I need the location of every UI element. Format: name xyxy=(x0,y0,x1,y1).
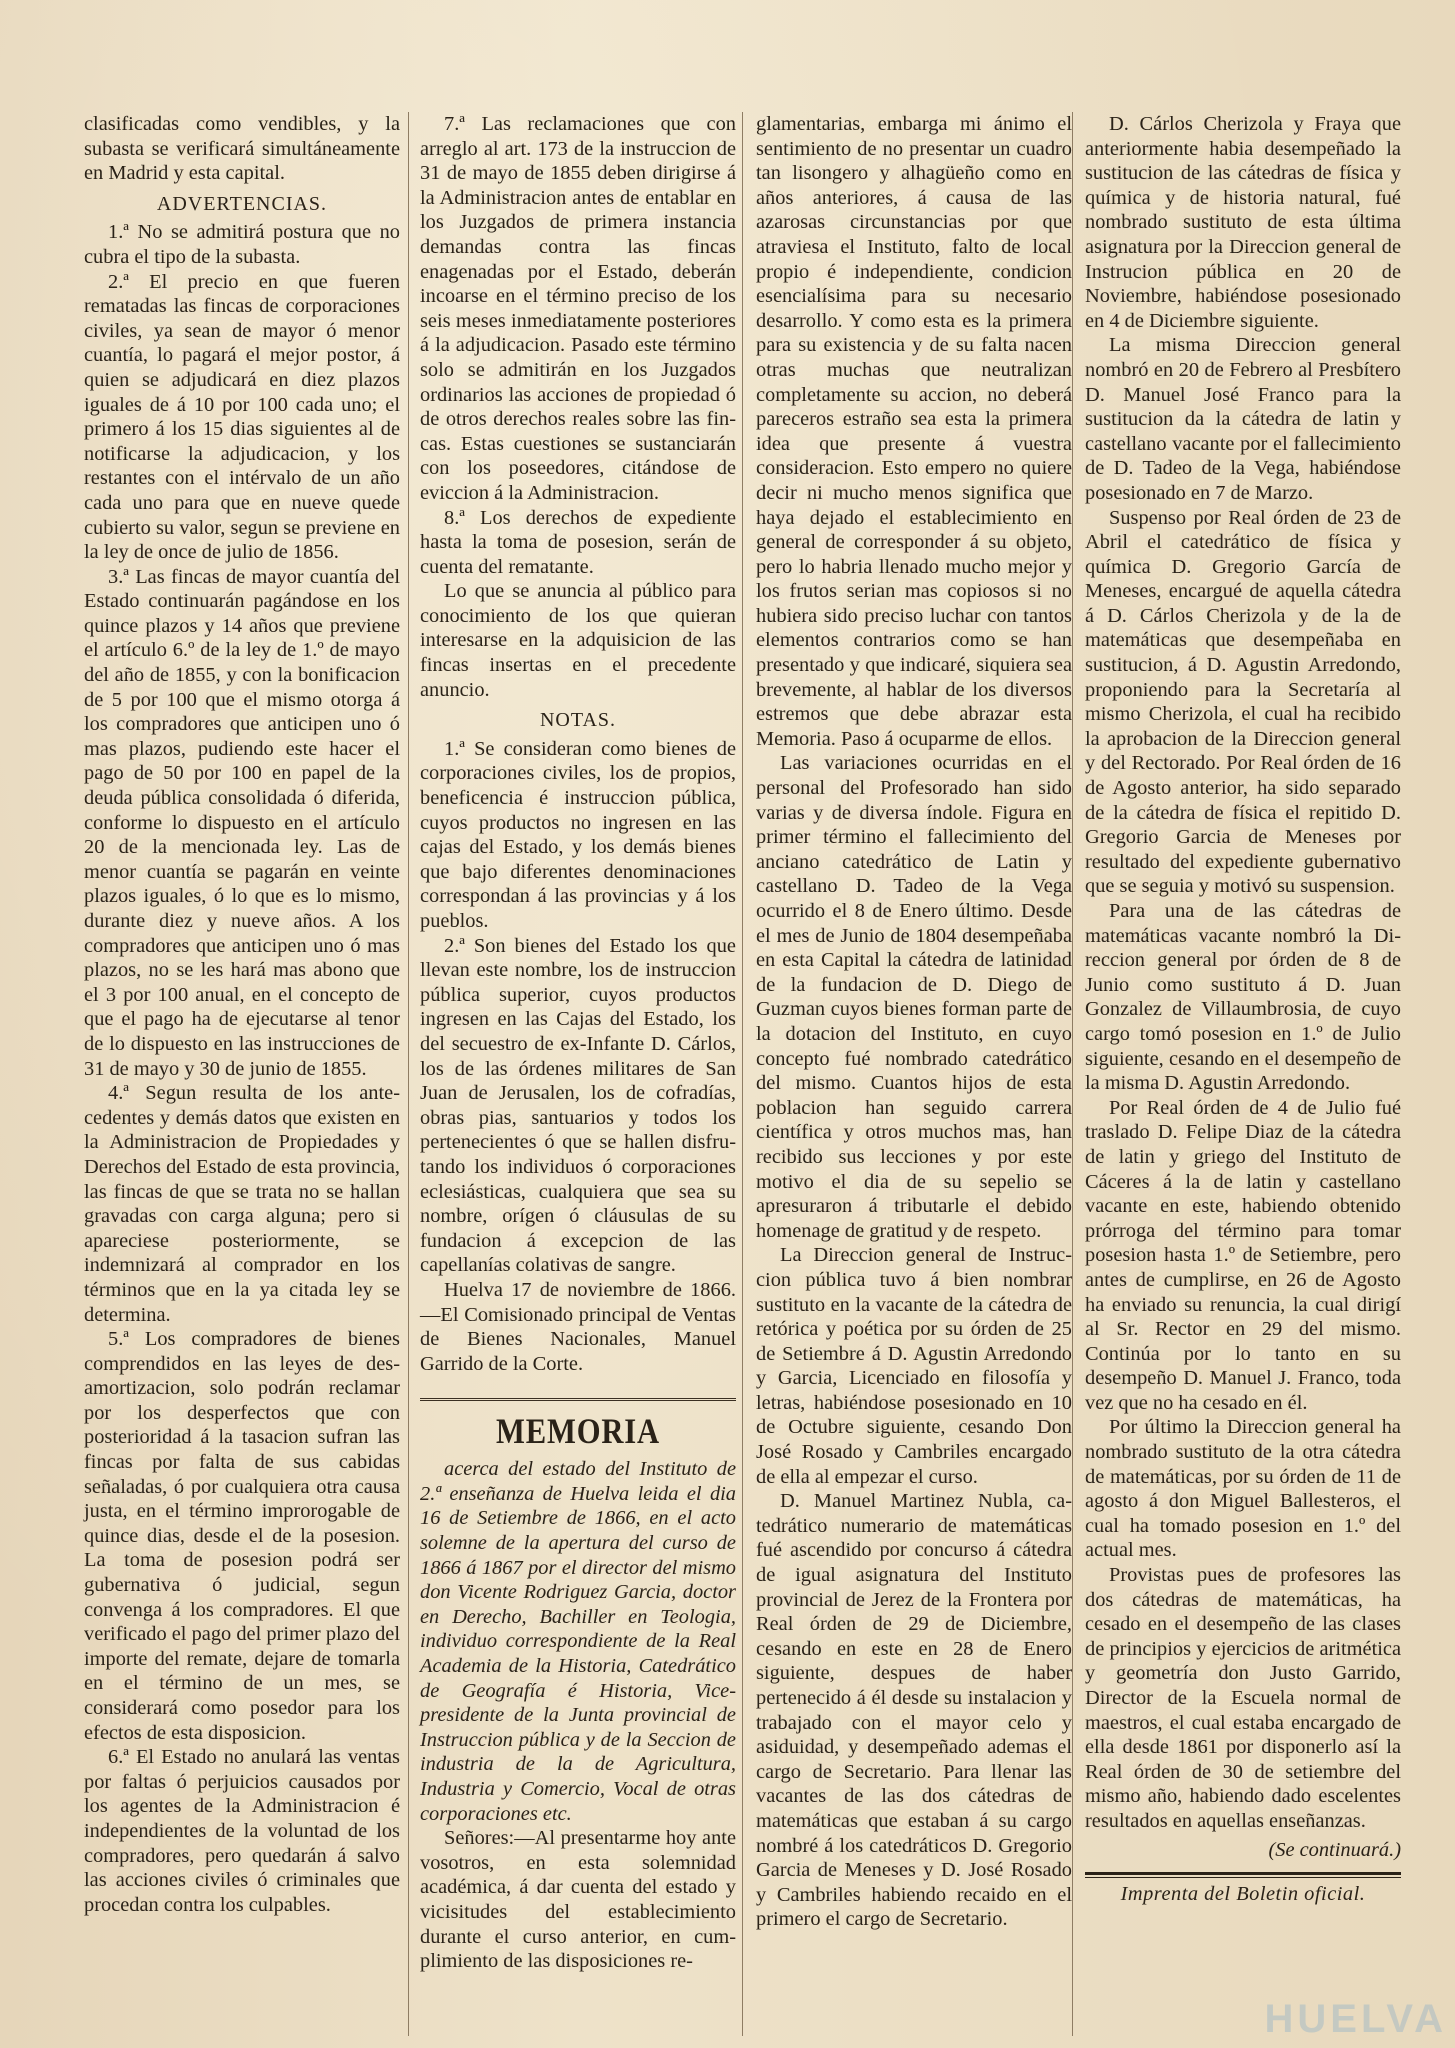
paragraph: 3.ª Las fincas de mayor cuantía del Estado continuarán pagándose en los quince plazos y 14 años que previene el artículo 6.º de la ley de 1.º de mayo del año de 1855, y con la bonificacion de 5 por 100 que el mismo otorga á los compradores que anticipen uno ó mas plazos, pudiendo este hacer el pago de 50 por 100 en papel de la deuda pública consolidada ó diferida, conforme lo dispuesto en el artículo 20 de la mencionada ley. Las de menor cuantía se pagarán en veinte plazos iguales, ó lo que es lo mismo, durante diez y nueve años. A los compradores que anticipen uno ó mas plazos, no se les hará mas abono que el 3 por 100 anual, en el concepto de que el pago ha de ejecutarse al tenor de lo dispuesto en las instrucciones de 31 de mayo y 30 de junio de 1855. xyxy=(84,565,400,1080)
memoria-subtitle: acerca del estado del Instituto de 2.ª enseñanza de Huelva leida el dia 16 de Setiembre de 1866, en el acto solemne de la apertura del curso de 1866 á 1867 por el director del mismo don Vicente Rodriguez Garcia, doctor en Derecho, Bachiller en Teologia, individuo correspondiente de la Real Academia de la Historia, Catedrático de Geografía é Historia, Vice-presidente de la Junta provincial de Instruccion pública y de la Seccion de industria de la de Agricultura, Industria y Comercio, Vocal de otras corporaciones etc. xyxy=(420,1458,736,1825)
section-heading-notas: NOTAS. xyxy=(539,709,617,732)
watermark-logo: HUELVA xyxy=(1264,1997,1447,2041)
section-heading-advertencias: ADVERTENCIAS. xyxy=(156,192,328,215)
paragraph: 4.ª Segun resulta de los antecedentes y demás datos que existen en la Administracion de Propiedades y Derechos del Estado de esta provincia, las fincas de que se trata no se hallan gravadas con carga alguna; pero si apareciese posteriormente, se indemnizará al comprador en los términos que en la ya citada ley se determina. xyxy=(84,1082,400,1326)
paragraph: D. Cárlos Cherizola y Fraya que anteriormente habia desempeñado la sustitucion de las cátedras de física y química y de historia natural, fué nombrado sustituto de esta última asignatura por la Direccion general de Instrucion pública en 20 de Noviembre, habiéndose posesionado en 4 de Diciembre siguiente. xyxy=(1085,113,1401,332)
paragraph: clasificadas como vendibles, y la subasta se verificará simultáneamente en Madrid y esta capital. xyxy=(84,113,400,185)
paragraph: 2.ª El precio en que fueren rematadas las fincas de corporaciones civiles, ya sean de mayor ó menor cuantía, lo pagará el mejor postor, á quien se adjudicará en diez plazos iguales de á 10 por 100 cada uno; el primero á los 15 dias siguientes al de notificarse la adjudicacion, y los restantes con el intérvalo de un año cada uno para que en nueve quede cubierto su valor, segun se previene en la ley de once de julio de 1856. xyxy=(84,270,400,564)
divider xyxy=(1085,1872,1401,1875)
column-rule xyxy=(1072,112,1073,2036)
paragraph: Provistas pues de profesores las dos cátedras de matemáticas, ha cesado en el desempeño de las clases de principios y ejercicios de aritmética y geometría don Justo Garrido, Director de la Escuela normal de maestros, el cual estaba encargado de ella desde 1861 por disponerlo así la Real órden de 30 de setiembre del mismo año, habiendo dado escelentes resultados en aquellas enseñanzas. xyxy=(1085,1564,1401,1832)
divider xyxy=(1085,1877,1401,1878)
paragraph: Por Real órden de 4 de Julio fué traslado D. Felipe Diaz de la cátedra de latin y griego del Instituto de Cáceres á la de latin y castellano vacante en este, habiendo obtenido prórroga del término para tomar posesion hasta 1.º de Setiembre, pero antes de cumplirse, en 26 de Agosto ha enviado su renuncia, la cual dirigí al Sr. Rector en 29 del mismo. Continúa por lo tanto en su desempeño D. Manuel J. Franco, toda vez que no ha cesado en él. xyxy=(1085,1096,1401,1414)
paragraph: 5.ª Los compradores de bienes comprendidos en las leyes de desamortizacion, solo podrán reclamar por los desperfectos que con posterioridad á la tasacion sufran las fincas por falta de sus cabidas señaladas, ó por cualquiera otra causa justa, en el término improrogable de quince dias, desde el de la posesion. La toma de posesion podrá ser gubernativa ó judicial, segun convenga á los compradores. El que verificado el pago del primer plazo del importe del remate, dejare de tomarla en el término de un mes, se considerará como posedor para los efectos de esta disposicion. xyxy=(84,1328,400,1744)
paragraph: 6.ª El Estado no anulará las ventas por faltas ó perjuicios causados por los agentes de la Administracion é independientes de la voluntad de los compradores, pero quedarán á salvo las acciones civiles ó criminales que procedan contra los culpables. xyxy=(84,1746,400,1916)
paragraph: La misma Direccion general nombró en 20 de Febrero al Presbítero D. Manuel José Franco para la sustitucion da la cátedra de latin y castellano vacante por el fallecimiento de D. Tadeo de la Vega, habiéndose posesionado en 7 de Marzo. xyxy=(1085,334,1401,504)
column-2 xyxy=(420,112,736,1974)
memoria-title: MEMORIA xyxy=(495,1411,661,1452)
paragraph: Suspenso por Real órden de 23 de Abril el catedrático de física y química D. Gregorio García de Meneses, encargué de aquella cátedra á D. Cárlos Cherizola y de la de matemáticas que desempeñaba en sustitucion, á D. Agustin Arredondo, proponiendo para la Secretaría al mismo Cherizola, el cual ha recibido la aprobacion de la Direccion general y del Rectorado. Por Real órden de 16 de Agosto anterior, ha sido separado de la cátedra de física el repitido D. Gregorio Garcia de Meneses por resultado del expediente gubernativo que se seguia y motivó su suspension. xyxy=(1085,506,1401,898)
paragraph: Lo que se anuncia al público para conocimiento de los que quieran interesarse en la adquisicion de las fincas insertas en el precedente anuncio. xyxy=(420,580,736,701)
column-rule xyxy=(408,112,409,2036)
continued-note: (Se continuará.) xyxy=(1268,1838,1401,1861)
column-rule xyxy=(742,112,743,2036)
paragraph: D. Manuel Martinez Nubla, catedrático numerario de matemáticas fué ascendido por concurso á cátedra de igual asignatura del Instituto provincial de Jerez de la Frontera por Real órden de 29 de Diciembre, cesando en este en 28 de Enero siguiente, despues de haber pertenecido á él desde su instalacion y trabajado con el mayor celo y asiduidad, y desempeñado ademas el cargo de Secretario. Para llenar las vacantes de las dos cátedras de matemáticas que estaban á su cargo nombré á los catedráticos D. Gregorio Garcia de Meneses y D. José Rosado y Cambriles habiendo recaido en el primero el cargo de Secretario. xyxy=(756,1490,1072,1931)
imprint-line: Imprenta del Boletin oficial. xyxy=(1120,1883,1366,1906)
paragraph: 2.ª Son bienes del Estado los que llevan este nombre, los de instruccion pública superior, cuyos productos ingresen en las Cajas del Estado, los del secuestro de ex-Infante D. Cárlos, los de las órdenes militares de San Juan de Jerusalen, los de cofradías, obras pias, santuarios y todos los pertenecientes ó que se hallen disfrutando los individuos ó corporaciones eclesiásticas, cualquiera que sea su nombre, orígen ó cláusulas de su fundacion á excepcion de las capellanías colativas de sangre. xyxy=(420,934,736,1277)
signature-paragraph: Huelva 17 de noviembre de 1866.—El Comisionado principal de Ventas de Bienes Nacionales, Manuel Garrido de la Corte. xyxy=(420,1278,736,1375)
paragraph: Las variaciones ocurridas en el personal del Profesorado han sido varias y de diversa índole. Figura en primer término el fallecimiento del anciano catedrático de Latin y castellano D. Tadeo de la Vega ocurrido el 8 de Enero último. Desde el mes de Junio de 1804 desempeñaba en esta Capital la cátedra de latinidad de la fundacion de D. Diego de Guzman cuyos bienes forman parte de la dotacion del Instituto, en cuyo concepto fué nombrado catedrático del mismo. Cuantos hijos de esta poblacion han seguido carrera científica y otros muchos mas, han recibido sus lecciones y por este motivo el dia de su sepelio se apresuraron á tributarle el debido homenage de gratitud y de respeto. xyxy=(756,752,1072,1242)
paragraph: glamentarias, embarga mi ánimo el sentimiento de no presentar un cuadro tan lisongero y alhagüeño como en años anteriores, á causa de las azarosas circunstancias por que atraviesa el Instituto, falto de local propio é independiente, condicion esencialísima para su necesario desarrollo. Y como esta es la primera para su existencia y de su falta nacen otras muchas que neutralizan completamente su accion, no deberá pareceros estraño sea esta la primera idea que presente á vuestra consideracion. Esto empero no quiere decir ni mucho menos significa que haya dejado el establecimiento en general de corresponder á su objeto, pero lo habria llenado mucho mejor y los frutos serian mas copiosos si no hubiera sido preciso luchar con tantos elementos contrarios como se han presentado y que indicaré, siquiera sea brevemente, al hablar de los diversos estremos que debe abrazar esta Memoria. Paso á ocuparme de ellos. xyxy=(756,113,1072,750)
paragraph: La Direccion general de Instruccion pública tuvo á bien nombrar sustituto en la vacante de la cátedra de retórica y poética por su órden de 25 de Setiembre á D. Agustin Arredondo y Garcia, Licenciado en filosofía y letras, habiéndose posesionado en 10 de Octubre siguiente, cesando Don José Rosado y Cambriles encargado de ella al empezar el curso. xyxy=(756,1244,1072,1488)
divider xyxy=(420,1398,736,1401)
paragraph: 8.ª Los derechos de expediente hasta la toma de posesion, serán de cuenta del rematante. xyxy=(420,506,736,578)
column-3 xyxy=(756,112,1072,1932)
paragraph: 1.ª Se consideran como bienes de corporaciones civiles, los de propios, beneficencia é instruccion pública, cuyos productos no ingresen en las cajas del Estado, y los demás bienes que bajo diferentes denominaciones correspondan á las provincias y á los pueblos. xyxy=(420,737,736,932)
column-1 xyxy=(84,112,400,1917)
paragraph: Señores:—Al presentarme hoy ante vosotros, en esta solemnidad académica, á dar cuenta del estado y vicisitudes del establecimiento durante el curso anterior, en cumplimiento de las disposiciones re- xyxy=(420,1827,736,1973)
paragraph: Por último la Direccion general ha nombrado sustituto de la otra cátedra de matemáticas, por su órden de 11 de agosto á don Miguel Ballesteros, el cual ha tomado posesion en 1.º del actual mes. xyxy=(1085,1416,1401,1562)
paragraph: 1.ª No se admitirá postura que no cubra el tipo de la subasta. xyxy=(84,221,400,268)
paragraph: Para una de las cátedras de matemáticas vacante nombró la Direccion general por órden de 8 de Junio como sustituto á D. Juan Gonzalez de Villaumbrosia, de cuyo cargo tomó posesion en 1.º de Julio siguiente, cesando en el desempeño de la misma D. Agustin Arredondo. xyxy=(1085,900,1401,1095)
paragraph: 7.ª Las reclamaciones que con arreglo al art. 173 de la instruccion de 31 de mayo de 1855 deben dirigirse á la Administracion antes de entablar en los Juzgados de primera instancia demandas contra las fincas enagenadas por el Estado, deberán incoarse en el término preciso de los seis meses inmediatamente posteriores á la adjudicacion. Pasado este término solo se admitirán en los Juzgados ordinarios las acciones de propiedad ó de otros derechos reales sobre las fincas. Estas cuestiones se sustanciarán con los poseedores, citándose de eviccion á la Administracion. xyxy=(420,113,736,504)
column-4 xyxy=(1085,112,1401,1907)
